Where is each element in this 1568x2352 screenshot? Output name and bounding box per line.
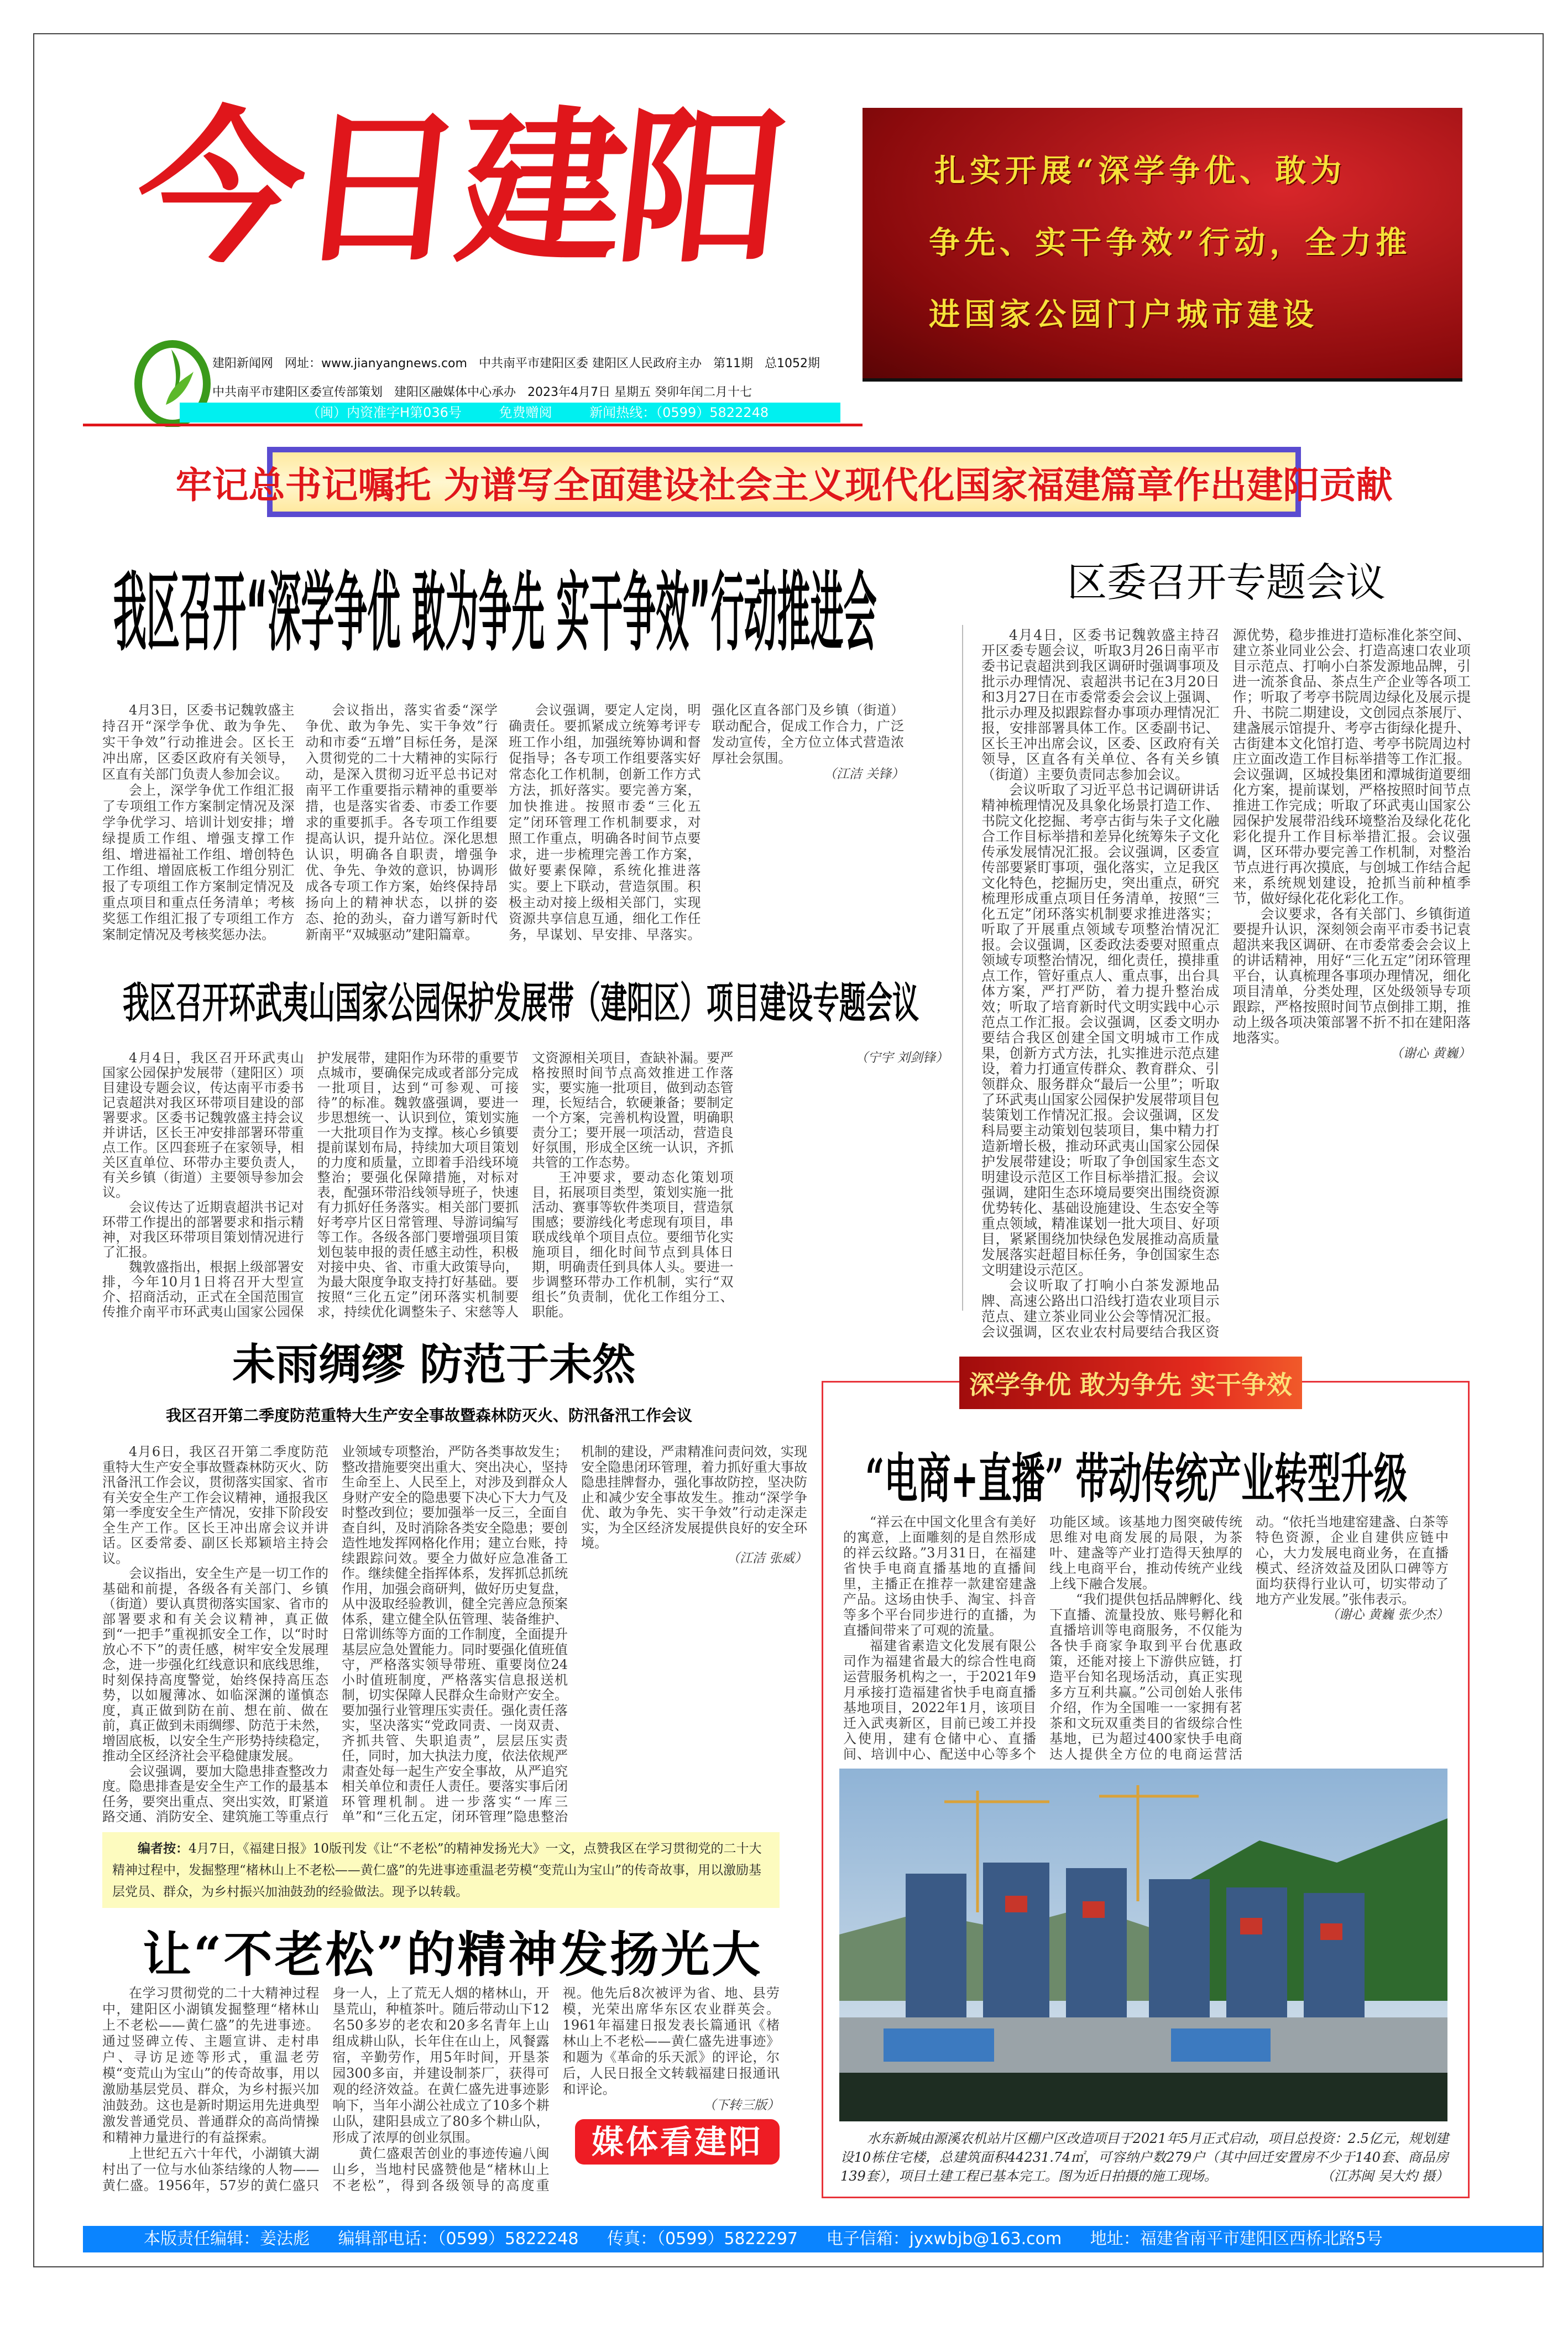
article-paragraph: 在学习贯彻党的二十大精神过程中，建阳区小湖镇发掘整理“楮林山上不老松——黄仁盛”的先进事迹。通过竖碑立传、主题宣讲、走村串户、寻访足迹等形式，重温老劳模“变荒山为宝山”的传奇故事，用以激励基层党员、群众，为乡村振兴加油鼓劲。这也是新时期运用先进典型激发普通党员、普通群众的高尚情操和精神力量进行的有益探索。: [102, 1985, 320, 2145]
column-divider: [962, 625, 963, 1311]
issue-date: 2023年4月7日 星期五 癸卯年闰二月十七: [527, 385, 752, 399]
continued-note: （下转三版）: [703, 2098, 780, 2113]
article-byline: （谢心 黄巍 张少杰）: [1326, 1608, 1449, 1622]
banner-line: 进国家公园门户城市建设: [929, 296, 1318, 333]
article3-subtitle: 我区召开第二季度防范重特大生产安全事故暨森林防灭火、防汛备汛工作会议: [166, 1406, 693, 1425]
article-paragraph: 4月4日，区委书记魏敦盛主持召开区委专题会议，听取3月26日南平市委书记袁超洪到我区调研时强调事项及批示办理情况、袁超洪书记在3月20日和3月27日在市委常委会会议上强调、批示办理及拟跟踪督办事项办理情况汇报，安排部署具体工作。区委副书记、区长王冲出席会议，区委、区政府有关领导，区直各有关单位、各有关乡镇（街道）主要负责同志参加会议。: [981, 627, 1220, 783]
article-byline: （江洁 关锋）: [823, 767, 904, 781]
campaign-banner: [863, 108, 1462, 382]
planner: 中共南平市建阳区委宣传部策划: [212, 385, 383, 399]
masthead-divider: [83, 424, 863, 426]
banner-line: 扎实开展“深学争优、敢为: [934, 153, 1346, 189]
media-badge: 媒体看建阳: [575, 2119, 780, 2165]
news-hotline: 新闻热线：（0599）5822248: [589, 405, 769, 420]
article2-headline: 我区召开环武夷山国家公园保护发展带（建阳区）项目建设专题会议: [123, 978, 919, 1029]
article-paragraph: 会议强调，要定人定岗，明确责任。要抓紧成立统筹考评专班工作小组，加强统筹协调和督促指导；各专项工作组要落实好常态化工作机制，创新工作方式方法，抓好落实。要完善方案，加快推进。按照市委“三化五定”闭环管理工作机制要求，对照工作重点，明确各时间节点要求，进一步梳理完善工作方案，做好要素保障，系统化推进落实。要上下联动，营造氛围。积极主动对接上级相关部门，实现资源共享信息互通，细化工作任务，早谋划、早安排、早落实。强化区直各部门及乡镇（街道）联动配合，促成工作合力，广泛发动宣传，全方位立体式营造浓厚社会氛围。: [509, 702, 904, 942]
editor-note-text: 4月7日，《福建日报》10版刊发《让“不老松”的精神发扬光大》一文，点赞我区在学习贯彻党的二十大精神过程中，发掘整理“楮林山上不老松——黄仁盛”的先进事迹重温老劳模“变荒山为宝山”的传奇故事，用以激励基层党员、群众，为乡村振兴加油鼓劲的经验做法。现予以转载。: [112, 1842, 762, 1899]
photo-caption: [840, 2129, 1449, 2186]
slogan-banner: 牢记总书记嘱托 为谱写全面建设社会主义现代化国家福建篇章作出建阳贡献: [267, 447, 1301, 517]
article-paragraph: 上世纪五六十年代，小湖镇大湖村出了一位与水仙茶结缘的人物——黄仁盛。1956年，57岁的黄仁盛只身一人，上了荒无人烟的楮林山，开垦荒山，种植茶叶。随后带动山下12名50多岁的老农和20多名青年上山组成耕山队，长年住在山上，风餐露宿，辛勤劳作，用5年时间，开垦茶园300多亩，并建设制茶厂，获得可观的经济效益。在黄仁盛先进事迹影响下，当年小湖公社成立了10多个耕山队，建阳县成立了80多个耕山队，形成了浓厚的创业氛围。: [102, 1985, 550, 2193]
footer-bar: [83, 2226, 1543, 2252]
article-paragraph: 黄仁盛艰苦创业的事迹传遍八闽山乡，当地村民盛赞他是“楮林山上不老松”，得到各级领导的高度重视。他先后8次被评为省、地、县劳模，光荣出席华东区农业群英会。1961年福建日报发表长篇通讯《楮林山上不老松——黄仁盛先进事迹》和题为《革命的乐天派》的评论，尔后，人民日报全文转载福建日报通讯和评论。: [332, 1985, 780, 2193]
article-paragraph: 福建省素造文化发展有限公司作为福建省最大的综合性电商运营服务机构之一，于2021年9月承接打造福建省快手电商直播基地项目，2022年1月，该项目迁入武夷新区，目前已竣工并投入使用，建有仓储中心、直播间、培训中心、配送中心等多个功能区域。该基地力图突破传统思维对电商发展的局限，为茶叶、建盏等产业打造得天独厚的线上电商平台，推动传统产业线上线下融合发展。: [843, 1514, 1242, 1762]
article-paragraph: 4月4日，我区召开环武夷山国家公园保护发展带（建阳区）项目建设专题会议，传达南平市委书记袁超洪对我区环带项目建设的部署要求。区委书记魏敦盛主持会议并讲话，区长王冲安排部署环带重点工作。区四套班子在家领导，相关区直单位、环带办主要负责人，有关乡镇（街道）主要领导参加会议。: [102, 1050, 304, 1200]
article-paragraph: “我们提供包括品牌孵化、线下直播、流量投放、账号孵化和直播培训等电商服务，不仅能为各快手商家争取到平台优惠政策，还能对接上下游供应链，打造平台知名现场活动，真正实现多方互利共赢。”公司创始人张伟介绍，作为全国唯一一家拥有茗茶和文玩双重类目的省级综合性基地，已为超过400家快手电商达人提供全方位的电商运营活动。“依托当地建窑建盏、白茶等特色资源，企业自建供应链中心，大力发展电商业务，在直播模式、经济效益及团队口碑等方面均获得行业认可，切实带动了地方产业发展。”张伟表示。: [1049, 1514, 1449, 1762]
article-paragraph: 王冲要求，要动态化策划项目，拓展项目类型，策划实施一批活动、赛事等软件类项目，营造氛围感；要游线化考虑现有项目，串联成线单个项目点位。要细节化实施项目，细化时间节点到具体日期，明确责任到具体人头。要进一步调整环带办工作机制，实行“双组长”负责制，优化工作组分工、职能。: [532, 1170, 734, 1320]
article-paragraph: “祥云在中国文化里含有美好的寓意，上面雕刻的是自然形成的祥云纹路。”3月31日，在福建省快手电商直播基地的直播间里，主播正在推荐一款建窑建盏产品。这场由快手、淘宝、抖音等多个平台同步进行的直播，为直播间带来了可观的流量。: [843, 1514, 1036, 1638]
article-right-body: [981, 628, 1471, 1342]
article-right-headline: 区委召开专题会议: [1067, 559, 1386, 606]
article-paragraph: 4月3日，区委书记魏敦盛主持召开“深学争优、敢为争先、实干争效”行动推进会。区长王冲出席，区委区政府有关领导，区直有关部门负责人参加会议。: [102, 702, 295, 782]
article-paragraph: 4月6日，我区召开第二季度防范重特大生产安全事故暨森林防灭火、防汛备汛工作会议，贯彻落实国家、省市有关安全生产工作会议精神，通报我区第一季度安全生产情况，安排下阶段安全生产工作。区长王冲出席会议并讲话。区委常委、副区长郑颖培主持会议。: [102, 1444, 328, 1566]
masthead-info-row1: [212, 354, 828, 371]
free-note: 免费赠阅: [499, 405, 552, 420]
footer-address: 地址：福建省南平市建阳区西桥北路5号: [1090, 2229, 1383, 2249]
site-name: 建阳新闻网: [212, 357, 274, 371]
article-paragraph: 魏敦盛指出，根据上级部署安排，今年10月1日将召开大型宣介、招商活动，正式在全国范围宣传推介南平市环武夷山国家公园保护发展带，建阳作为环带的重要节点城市，要确保完成或者部分完成一批项目，达到“可参观、可接待”的标准。魏敦盛强调，要进一步思想统一、认识到位，策划实施一大批项目作为支撑。核心乡镇要提前谋划布局，持续加大项目策划的力度和质量，立即着手沿线环境整治；要强化保障措施，对标对表，配强环带沿线领导班子，快速有力抓好任务落实。相关部门要抓好考亭片区日常管理、导游词编写等工作。各级各部门要增强项目策划包装申报的责任感主动性，积极对接中央、省、市重大政策导向，为最大限度争取支持打好基础。要按照“三化五定”闭环落实机制要求，持续优化调整朱子、宋慈等人文资源相关项目，查缺补漏。要严格按照时间节点高效推进工作落实，要实施一批项目，做到动态管理，长短结合，软硬兼备；要制定一个方案，完善机构设置，明确职责分工；要开展一项活动，营造良好氛围，形成全区统一认识，齐抓共管的工作态势。: [102, 1050, 734, 1320]
article1-body: [102, 702, 904, 946]
total-issue: 总1052期: [764, 357, 820, 371]
article-paragraph: 会议听取了打响小白茶发源地品牌、高速公路出口沿线打造农业项目示范点、建立茶业同业公会等情况汇报。会议强调，区农业农村局要结合我区资源优势，稳步推进打造标准化茶空间、建立茶业同业公会、打造高速口农业项目示范点、打响小白茶发源地品牌，引进一流茶食品、茶点生产企业等各项工作；听取了考亭书院周边绿化及展示提升、书院二期建设，文创园点茶展厅、建盏展示馆提升、考亭古街绿化提升、古街建本文化馆打造、考亭书院周边村庄立面改造工作目标举措等工作汇报。会议强调，区城投集团和潭城街道要细化方案，提前谋划，严格按照时间节点推进工作完成；听取了环武夷山国家公园保护发展带沿线环境整治及绿化花化彩化提升工作目标举措汇报。会议强调，区环带办要完善工作机制，对整治节点进行再次摸底，与创城工作结合起来，系统规划建设，抢抓当前种植季节，做好绿化花化彩化工作。: [981, 627, 1471, 1340]
footer-phone: 编辑部电话：（0599）5822248: [338, 2229, 579, 2249]
article-paragraph: 会议强调，要加大隐患排查整改力度。隐患排查是安全生产工作的最基本任务，要突出重点、突出实效，盯紧道路交通、消防安全、建筑施工等重点行业领域专项整治，严防各类事故发生；整改措施要突出重大、突出决心，坚持生命至上、人民至上，对涉及到群众人身财产安全的隐患要下决心下大力气及时整改到位；要加强举一反三，全面自查自纠，及时消除各类安全隐患；要创造性地发挥网格化作用；建立台账，持续跟踪问效。要全力做好应急准备工作。继续健全指挥体系，发挥抓总抓统作用，加强会商研判，做好历史复盘，从中汲取经验教训，健全完善应急预案体系，建立健全队伍管理、装备维护、日常训练等方面的工作制度，全面提升基层应急处置能力。同时要强化值班值守，严格落实领导带班、重要岗位24小时值班制度，严格落实信息报送机制，切实保障人民群众生命财产安全。要加强行业管理压实责任。强化责任落实，坚决落实“党政同责、一岗双责、齐抓共管、失职追责”，层层压实责任，同时，加大执法力度，依法依规严肃查处每一起生产安全事故，从严追究相关单位和责任人责任。要落实事后闭环管理机制。进一步落实“一库三单”和“三化五定，闭环管理”隐患整治机制的建设，严肃精准问责问效，实现安全隐患闭环管理，着力抓好重大事故隐患挂牌督办，强化事故防控，坚决防止和减少安全事故发生。推动“深学争优、敢为争先、实干争效”行动走深走实，为全区经济发展提供良好的安全环境。: [102, 1444, 807, 1824]
masthead-title: 今日建阳: [128, 90, 790, 285]
article2-body: [102, 1051, 948, 1322]
website-link[interactable]: 网址：www.jianyangnews.com: [285, 357, 467, 371]
footer-email[interactable]: 电子信箱：jyxwbjb@163.com: [826, 2229, 1062, 2249]
article1-headline: 我区召开“深学争优 敢为争先 实干争效”行动推进会: [113, 563, 877, 664]
ecom-headline: “电商+直播” 带动传统产业转型升级: [865, 1448, 1408, 1510]
sponsor: 中共南平市建阳区委 建阳区人民政府主办: [478, 357, 702, 371]
banner-line: 争先、实干争效”行动，全力推: [929, 225, 1412, 261]
article-byline: （江洁 张威）: [726, 1551, 807, 1566]
article-paragraph: 会议听取了习近平总书记调研讲话精神梳理情况及具象化场景打造工作、书院文化挖掘、考亭古街与朱子文化融合工作目标举措和差异化统筹朱子文化传承发展情况汇报。会议强调，区委宣传部要紧盯事项，强化落实，立足我区文化特色，挖掘历史，突出重点，研究梳理形成重点项目任务清单，按照“三化五定”闭环落实机制要求推进落实；听取了开展重点领域专项整治情况汇报。会议强调，区委政法委要对照重点领域专项整治情况，细化责任，摸排重点工作，管好重点人、重点事，出台具体方案，严打严防，着力提升整治成效；听取了培育新时代文明实践中心示范点工作汇报。会议强调，区委文明办要结合我区创建全国文明城市工作成果，创新方式方法，扎实推进示范点建设，着力打通宣传群众、教育群众、引领群众、服务群众“最后一公里”；听取了环武夷山国家公园保护发展带项目包装策划工作情况汇报。会议强调，区发科局要主动策划包装项目，集中精力打造新增长极，推动环武夷山国家公园保护发展带建设；听取了争创国家生态文明建设示范区工作目标举措汇报。会议强调，建阳生态环境局要突出围绕资源优势转化、基础设施建设、生态安全等重点领域，精准谋划一批大项目、好项目，紧紧围绕加快绿色发展推动高质量发展落实赶超目标任务，争创国家生态文明建设示范区。: [981, 782, 1220, 1278]
article4-headline: 让“不老松”的精神发扬光大: [143, 1926, 763, 1983]
article-byline: （宁宇 刘剑锋）: [855, 1051, 948, 1065]
section-banner: 深学争优 敢为争先 实干争效: [959, 1357, 1302, 1409]
photo-credit: （江苏闽 吴大灼 摄）: [1320, 2168, 1449, 2184]
article-paragraph: 会议指出，安全生产是一切工作的基础和前提，各级各有关部门、乡镇（街道）要认真贯彻落实国家、省市的部署要求和有关会议精神，真正做到“一把手”重视抓安全工作，以“时时放心不下”的责任感，树牢安全发展理念，进一步强化红线意识和底线思维，时刻保持高度警觉，始终保持高压态势，以如履薄冰、如临深渊的谨慎态度，真正做到防在前、想在前、做在前，真正做到未雨绸缪、防范于未然，增固底板，以安全生产形势持续稳定，推动全区经济社会平稳健康发展。: [102, 1566, 328, 1764]
masthead-info-row2: [212, 383, 760, 400]
article4-body: [102, 1985, 780, 2194]
photo-caption-text: 水东新城由源溪农机站片区棚户区改造项目于2021年5月正式启动，项目总投资：2.5亿元，规划建设10栋住宅楼，总建筑面积44231.74㎡，可容纳户数279户（其中回迁安置房不少于140套、商品房139套），项目土建工程已基本完工。图为近日拍摄的施工现场。: [840, 2131, 1449, 2184]
editor-note: [102, 1832, 780, 1908]
license: （闽）内资准字H第036号: [307, 405, 462, 420]
article3-body: [102, 1444, 807, 1826]
footer-fax: 传真：（0599）5822297: [607, 2229, 798, 2249]
article-paragraph: 会上，深学争优工作组汇报了专项组工作方案制定情况及深学争优学习、培训计划安排；增绿提质工作组、增强支撑工作组、增进福祉工作组、增创特色工作组、增固底板工作组分别汇报了专项组工作方案制定情况及重点项目和重点任务清单；考核奖惩工作组汇报了专项组工作方案制定情况及考核奖惩办法。: [102, 783, 295, 942]
article-paragraph: 会议指出，落实省委“深学争优、敢为争先、实干争效”行动和市委“五增”目标任务，是深入贯彻党的二十大精神的实际行动，是深入贯彻习近平总书记对南平工作重要指示精神的重要举措，也是落实省委、市委工作要求的重要抓手。各专项工作组要提高认识，提升站位。深化思想认识，明确各自职责，增强争优、争先、争效的意识，协调形成各专项工作方案，始终保持昂扬向上的精神状态，以拼的姿态、抢的劲头，奋力谱写新时代新南平“双城驱动”建阳篇章。: [305, 702, 498, 942]
construction-photo: [839, 1769, 1447, 2121]
article-paragraph: 会议传达了近期袁超洪书记对环带工作提出的部署要求和指示精神，对我区环带项目策划情况进行了汇报。: [102, 1200, 304, 1260]
article3-headline: 未雨绸缪 防范于未然: [232, 1339, 636, 1390]
issue-number: 第11期: [713, 357, 753, 371]
footer-editor: 本版责任编辑：姜法彪: [144, 2229, 310, 2249]
ecom-body: [843, 1514, 1449, 1764]
organizer: 建阳区融媒体中心承办: [394, 385, 516, 399]
editor-note-label: 编者按：: [138, 1841, 189, 1856]
article-byline: （谢心 黄巍）: [1390, 1046, 1471, 1061]
license-bar: [180, 403, 840, 423]
article-paragraph: 会议要求，各有关部门、乡镇街道要提升认识，深刻领会南平市委书记袁超洪来我区调研、在市委常委会会议上的讲话精神，用好“三化五定”闭环管理平台，认真梳理各事项办理情况，细化项目清单，分类处理，区处级领导专项跟踪，严格按照时间节点倒排工期，推动上级各项决策部署不折不扣在建阳落地落实。: [1232, 906, 1471, 1046]
